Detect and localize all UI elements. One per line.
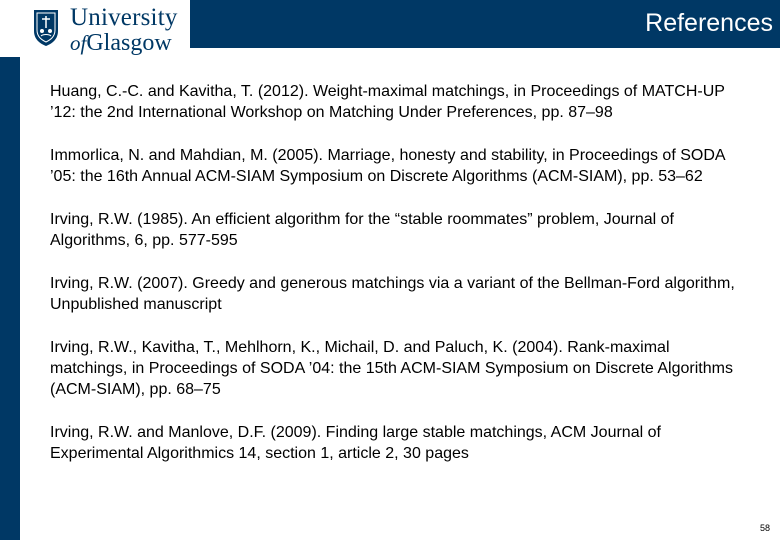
left-rule bbox=[0, 57, 20, 540]
reference-item: Irving, R.W. and Manlove, D.F. (2009). Finding large stable matchings, ACM Journal of Experimental Algorithmics 14, section 1, article 2, 30 pages bbox=[50, 424, 661, 462]
logo-wordmark bbox=[70, 5, 185, 55]
logo-line-glasgow bbox=[70, 31, 185, 55]
reference-item: Irving, R.W. (2007). Greedy and generous matchings via a variant of the Bellman-Ford algorithm, Unpublished manuscript bbox=[50, 275, 735, 313]
logo-glasgow: Glasgow bbox=[86, 30, 172, 56]
logo-of: of bbox=[70, 31, 87, 55]
page-number: 58 bbox=[759, 523, 770, 533]
reference-item: Irving, R.W., Kavitha, T., Mehlhorn, K., Michail, D. and Paluch, K. (2004). Rank-maximal matchings, in Proceedings of SODA ’04: the 15th ACM-SIAM Symposium on Discrete Algorithms (ACM-SIAM), pp. 68–75 bbox=[50, 339, 733, 398]
reference-list bbox=[50, 81, 750, 486]
reference-item: Immorlica, N. and Mahdian, M. (2005). Marriage, honesty and stability, in Proceedings of SODA ’05: the 16th Annual ACM-SIAM Symposium on Discrete Algorithms (ACM-SIAM), pp. 53–62 bbox=[50, 147, 725, 185]
reference-item: Huang, C.-C. and Kavitha, T. (2012). Weight-maximal matchings, in Proceedings of MATCH-UP ’12: the 2nd International Workshop on Matching Under Preferences, pp. 87–98 bbox=[50, 83, 725, 121]
university-crest-icon bbox=[33, 9, 59, 47]
slide-title: References bbox=[645, 9, 773, 37]
reference-item: Irving, R.W. (1985). An efficient algorithm for the “stable roommates” problem, Journal of Algorithms, 6, pp. 577-595 bbox=[50, 211, 674, 249]
logo-line-university: University bbox=[70, 4, 178, 31]
university-logo bbox=[0, 0, 190, 57]
